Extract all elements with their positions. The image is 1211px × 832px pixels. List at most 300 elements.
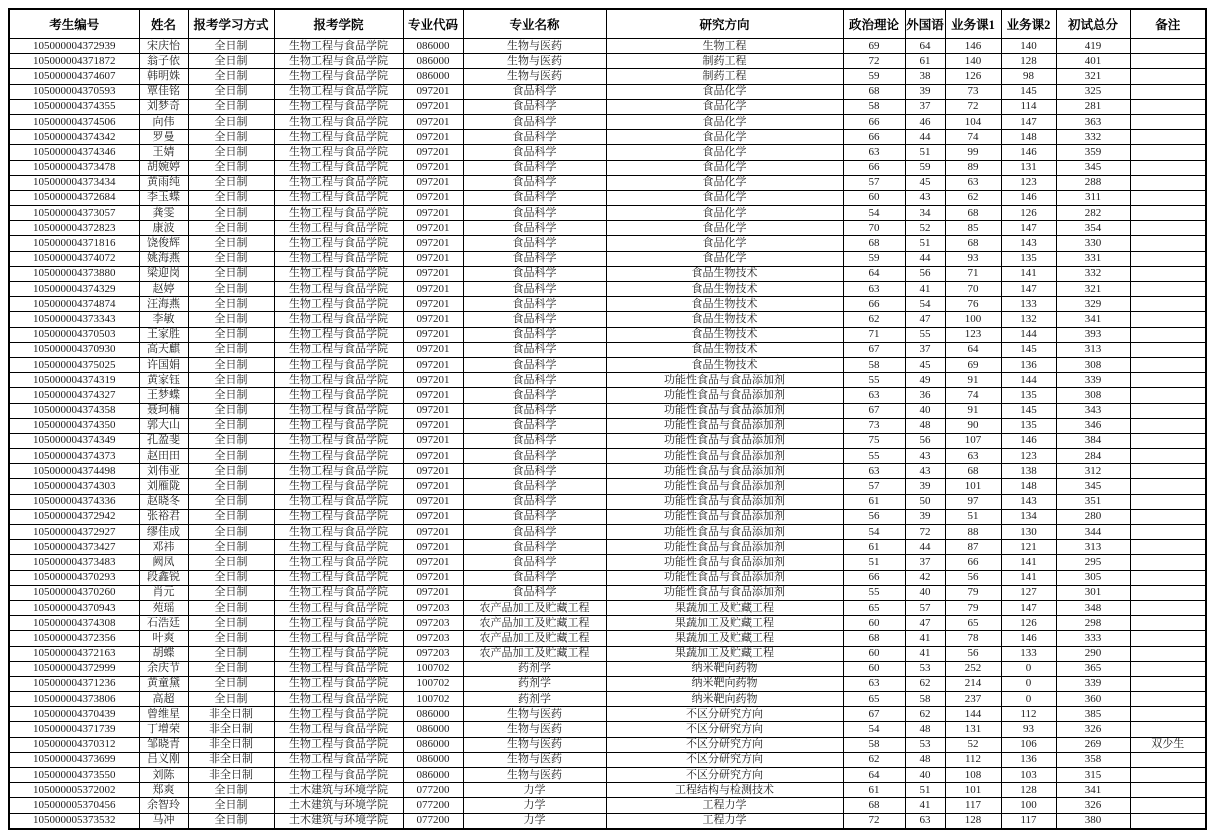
cell-course1: 79 (945, 600, 1001, 615)
cell-course2: 146 (1001, 190, 1056, 205)
cell-major-code: 086000 (403, 69, 463, 84)
cell-remark (1130, 39, 1206, 54)
cell-major-name: 食品科学 (463, 175, 606, 190)
cell-major-name: 食品科学 (463, 570, 606, 585)
cell-remark (1130, 282, 1206, 297)
cell-candidate-id: 105000004373343 (9, 312, 139, 327)
cell-course1: 107 (945, 433, 1001, 448)
cell-total: 295 (1056, 555, 1130, 570)
cell-course1: 131 (945, 722, 1001, 737)
cell-politics: 54 (843, 525, 905, 540)
cell-study-mode: 全日制 (188, 433, 274, 448)
cell-major-name: 食品科学 (463, 221, 606, 236)
cell-name: 汪海燕 (139, 297, 188, 312)
cell-major-code: 097201 (403, 464, 463, 479)
cell-major-name: 生物与医药 (463, 69, 606, 84)
cell-politics: 58 (843, 737, 905, 752)
cell-total: 305 (1056, 570, 1130, 585)
cell-major-name: 食品科学 (463, 297, 606, 312)
table-row (9, 312, 1206, 327)
cell-course1: 68 (945, 206, 1001, 221)
cell-major-code: 097201 (403, 525, 463, 540)
cell-total: 344 (1056, 525, 1130, 540)
cell-name: 梁迎岗 (139, 266, 188, 281)
cell-politics: 55 (843, 585, 905, 600)
cell-remark (1130, 768, 1206, 783)
cell-foreign-language: 59 (905, 160, 945, 175)
cell-course2: 0 (1001, 661, 1056, 676)
cell-research-direction: 纳米靶向药物 (606, 676, 843, 691)
cell-research-direction: 果蔬加工及贮藏工程 (606, 616, 843, 631)
cell-college: 生物工程与食品学院 (274, 616, 403, 631)
cell-candidate-id: 105000004374329 (9, 282, 139, 297)
cell-politics: 72 (843, 54, 905, 69)
cell-research-direction: 功能性食品与食品添加剂 (606, 540, 843, 555)
cell-study-mode: 全日制 (188, 266, 274, 281)
cell-politics: 66 (843, 130, 905, 145)
cell-remark (1130, 342, 1206, 357)
cell-course2: 148 (1001, 479, 1056, 494)
cell-major-name: 食品科学 (463, 525, 606, 540)
cell-remark (1130, 525, 1206, 540)
table-row (9, 449, 1206, 464)
cell-total: 401 (1056, 54, 1130, 69)
cell-name: 苑瑶 (139, 600, 188, 615)
cell-major-name: 农产品加工及贮藏工程 (463, 600, 606, 615)
cell-study-mode: 全日制 (188, 494, 274, 509)
cell-college: 生物工程与食品学院 (274, 600, 403, 615)
cell-major-code: 097201 (403, 145, 463, 160)
cell-research-direction: 功能性食品与食品添加剂 (606, 525, 843, 540)
cell-remark (1130, 616, 1206, 631)
cell-candidate-id: 105000005372002 (9, 783, 139, 798)
cell-study-mode: 全日制 (188, 418, 274, 433)
cell-course1: 108 (945, 768, 1001, 783)
table-header (9, 9, 1206, 39)
cell-study-mode: 非全日制 (188, 737, 274, 752)
cell-candidate-id: 105000004374506 (9, 114, 139, 129)
cell-foreign-language: 48 (905, 752, 945, 767)
cell-foreign-language: 45 (905, 357, 945, 372)
cell-college: 生物工程与食品学院 (274, 494, 403, 509)
cell-candidate-id: 105000004370943 (9, 600, 139, 615)
cell-candidate-id: 105000004373880 (9, 266, 139, 281)
cell-total: 312 (1056, 464, 1130, 479)
table-row (9, 357, 1206, 372)
cell-remark (1130, 631, 1206, 646)
cell-course2: 135 (1001, 418, 1056, 433)
table-row (9, 570, 1206, 585)
cell-major-code: 077200 (403, 783, 463, 798)
cell-major-code: 097201 (403, 327, 463, 342)
cell-name: 孔盈斐 (139, 433, 188, 448)
cell-research-direction: 食品生物技术 (606, 282, 843, 297)
cell-candidate-id: 105000004375025 (9, 357, 139, 372)
cell-remark (1130, 555, 1206, 570)
cell-major-code: 097201 (403, 221, 463, 236)
table-row (9, 418, 1206, 433)
cell-study-mode: 全日制 (188, 600, 274, 615)
cell-candidate-id: 105000004374349 (9, 433, 139, 448)
cell-research-direction: 食品化学 (606, 251, 843, 266)
cell-course2: 136 (1001, 752, 1056, 767)
cell-research-direction: 生物工程 (606, 39, 843, 54)
cell-course1: 214 (945, 676, 1001, 691)
table-row (9, 236, 1206, 251)
cell-candidate-id: 105000004371872 (9, 54, 139, 69)
column-header-name: 姓名 (139, 9, 188, 39)
cell-name: 胡婉婷 (139, 160, 188, 175)
cell-remark (1130, 130, 1206, 145)
cell-course1: 91 (945, 403, 1001, 418)
cell-name: 刘陈 (139, 768, 188, 783)
cell-college: 生物工程与食品学院 (274, 388, 403, 403)
cell-college: 生物工程与食品学院 (274, 646, 403, 661)
cell-politics: 72 (843, 813, 905, 829)
cell-politics: 57 (843, 479, 905, 494)
cell-research-direction: 功能性食品与食品添加剂 (606, 418, 843, 433)
cell-major-code: 097201 (403, 99, 463, 114)
cell-name: 赵田田 (139, 449, 188, 464)
cell-research-direction: 纳米靶向药物 (606, 692, 843, 707)
cell-remark (1130, 403, 1206, 418)
cell-major-name: 生物与医药 (463, 54, 606, 69)
cell-candidate-id: 105000004374874 (9, 297, 139, 312)
cell-course1: 144 (945, 707, 1001, 722)
cell-remark (1130, 251, 1206, 266)
cell-remark (1130, 464, 1206, 479)
cell-total: 343 (1056, 403, 1130, 418)
cell-course2: 148 (1001, 130, 1056, 145)
cell-name: 李敏 (139, 312, 188, 327)
cell-foreign-language: 53 (905, 661, 945, 676)
table-body (9, 39, 1206, 829)
table-row (9, 707, 1206, 722)
cell-study-mode: 全日制 (188, 646, 274, 661)
cell-total: 321 (1056, 282, 1130, 297)
cell-course2: 128 (1001, 54, 1056, 69)
cell-name: 叶爽 (139, 631, 188, 646)
cell-foreign-language: 44 (905, 130, 945, 145)
cell-candidate-id: 105000004372939 (9, 39, 139, 54)
cell-remark (1130, 433, 1206, 448)
cell-research-direction: 功能性食品与食品添加剂 (606, 449, 843, 464)
cell-remark (1130, 783, 1206, 798)
cell-politics: 64 (843, 266, 905, 281)
cell-course1: 56 (945, 570, 1001, 585)
cell-total: 339 (1056, 676, 1130, 691)
cell-total: 311 (1056, 190, 1130, 205)
cell-course1: 62 (945, 190, 1001, 205)
table-row (9, 175, 1206, 190)
cell-course1: 72 (945, 99, 1001, 114)
cell-total: 280 (1056, 509, 1130, 524)
cell-study-mode: 全日制 (188, 175, 274, 190)
cell-candidate-id: 105000004373434 (9, 175, 139, 190)
cell-name: 姚海燕 (139, 251, 188, 266)
table-row (9, 221, 1206, 236)
cell-course1: 52 (945, 737, 1001, 752)
column-header-course2: 业务课2 (1001, 9, 1056, 39)
cell-politics: 55 (843, 449, 905, 464)
table-row (9, 69, 1206, 84)
cell-research-direction: 功能性食品与食品添加剂 (606, 373, 843, 388)
cell-college: 生物工程与食品学院 (274, 114, 403, 129)
cell-college: 生物工程与食品学院 (274, 99, 403, 114)
cell-study-mode: 全日制 (188, 525, 274, 540)
cell-name: 聂珂楠 (139, 403, 188, 418)
cell-research-direction: 功能性食品与食品添加剂 (606, 388, 843, 403)
table-row (9, 752, 1206, 767)
cell-college: 土木建筑与环境学院 (274, 783, 403, 798)
cell-research-direction: 纳米靶向药物 (606, 661, 843, 676)
cell-course1: 63 (945, 449, 1001, 464)
cell-college: 生物工程与食品学院 (274, 525, 403, 540)
cell-college: 生物工程与食品学院 (274, 449, 403, 464)
cell-foreign-language: 40 (905, 768, 945, 783)
cell-total: 341 (1056, 312, 1130, 327)
column-header-major-code: 专业代码 (403, 9, 463, 39)
cell-foreign-language: 51 (905, 783, 945, 798)
cell-major-name: 生物与医药 (463, 39, 606, 54)
cell-course1: 89 (945, 160, 1001, 175)
table-row (9, 631, 1206, 646)
table-row (9, 403, 1206, 418)
cell-course1: 252 (945, 661, 1001, 676)
table-row (9, 646, 1206, 661)
table-row (9, 479, 1206, 494)
cell-candidate-id: 105000004374072 (9, 251, 139, 266)
cell-major-code: 086000 (403, 707, 463, 722)
cell-foreign-language: 58 (905, 692, 945, 707)
cell-remark: 双少生 (1130, 737, 1206, 752)
cell-remark (1130, 327, 1206, 342)
cell-course1: 112 (945, 752, 1001, 767)
cell-name: 翁子依 (139, 54, 188, 69)
cell-college: 生物工程与食品学院 (274, 479, 403, 494)
cell-research-direction: 食品化学 (606, 99, 843, 114)
cell-research-direction: 食品生物技术 (606, 327, 843, 342)
cell-total: 326 (1056, 722, 1130, 737)
cell-college: 生物工程与食品学院 (274, 555, 403, 570)
cell-study-mode: 全日制 (188, 449, 274, 464)
cell-study-mode: 全日制 (188, 145, 274, 160)
cell-name: 许国娟 (139, 357, 188, 372)
cell-study-mode: 全日制 (188, 783, 274, 798)
cell-foreign-language: 39 (905, 509, 945, 524)
cell-study-mode: 非全日制 (188, 722, 274, 737)
cell-research-direction: 不区分研究方向 (606, 722, 843, 737)
cell-remark (1130, 661, 1206, 676)
cell-study-mode: 全日制 (188, 388, 274, 403)
cell-total: 331 (1056, 251, 1130, 266)
cell-college: 生物工程与食品学院 (274, 312, 403, 327)
cell-course2: 0 (1001, 676, 1056, 691)
cell-course1: 90 (945, 418, 1001, 433)
cell-college: 生物工程与食品学院 (274, 221, 403, 236)
cell-candidate-id: 105000004370930 (9, 342, 139, 357)
cell-major-name: 食品科学 (463, 433, 606, 448)
cell-candidate-id: 105000004370593 (9, 84, 139, 99)
cell-foreign-language: 40 (905, 585, 945, 600)
cell-course1: 74 (945, 388, 1001, 403)
cell-major-code: 097203 (403, 600, 463, 615)
cell-course1: 123 (945, 327, 1001, 342)
cell-politics: 65 (843, 692, 905, 707)
cell-major-name: 农产品加工及贮藏工程 (463, 616, 606, 631)
cell-politics: 67 (843, 707, 905, 722)
cell-politics: 66 (843, 297, 905, 312)
table-row (9, 509, 1206, 524)
table-row (9, 768, 1206, 783)
cell-name: 黄雨纯 (139, 175, 188, 190)
cell-candidate-id: 105000005370456 (9, 798, 139, 813)
cell-course1: 64 (945, 342, 1001, 357)
cell-major-name: 食品科学 (463, 99, 606, 114)
cell-study-mode: 全日制 (188, 84, 274, 99)
cell-politics: 62 (843, 312, 905, 327)
cell-course2: 144 (1001, 327, 1056, 342)
cell-total: 308 (1056, 357, 1130, 372)
cell-course1: 71 (945, 266, 1001, 281)
cell-remark (1130, 145, 1206, 160)
cell-study-mode: 全日制 (188, 570, 274, 585)
cell-research-direction: 功能性食品与食品添加剂 (606, 433, 843, 448)
cell-major-name: 生物与医药 (463, 768, 606, 783)
cell-study-mode: 全日制 (188, 585, 274, 600)
cell-total: 354 (1056, 221, 1130, 236)
cell-course1: 68 (945, 464, 1001, 479)
cell-politics: 63 (843, 676, 905, 691)
cell-candidate-id: 105000004373550 (9, 768, 139, 783)
cell-course2: 133 (1001, 646, 1056, 661)
cell-name: 段鑫锐 (139, 570, 188, 585)
cell-candidate-id: 105000004372356 (9, 631, 139, 646)
cell-name: 郭大山 (139, 418, 188, 433)
cell-major-name: 农产品加工及贮藏工程 (463, 631, 606, 646)
cell-college: 生物工程与食品学院 (274, 175, 403, 190)
cell-course2: 106 (1001, 737, 1056, 752)
cell-remark (1130, 175, 1206, 190)
cell-candidate-id: 105000004372927 (9, 525, 139, 540)
cell-research-direction: 食品化学 (606, 114, 843, 129)
cell-remark (1130, 84, 1206, 99)
cell-research-direction: 食品化学 (606, 221, 843, 236)
cell-name: 黄家钰 (139, 373, 188, 388)
cell-college: 生物工程与食品学院 (274, 145, 403, 160)
cell-total: 269 (1056, 737, 1130, 752)
cell-college: 生物工程与食品学院 (274, 190, 403, 205)
table-row (9, 297, 1206, 312)
cell-major-name: 力学 (463, 798, 606, 813)
cell-name: 缪佳成 (139, 525, 188, 540)
cell-study-mode: 全日制 (188, 297, 274, 312)
cell-total: 363 (1056, 114, 1130, 129)
exam-score-sheet (0, 8, 1211, 832)
cell-politics: 68 (843, 798, 905, 813)
cell-name: 邹晓青 (139, 737, 188, 752)
cell-foreign-language: 50 (905, 494, 945, 509)
cell-total: 288 (1056, 175, 1130, 190)
column-header-total: 初试总分 (1056, 9, 1130, 39)
cell-study-mode: 非全日制 (188, 707, 274, 722)
cell-major-name: 药剂学 (463, 692, 606, 707)
cell-total: 365 (1056, 661, 1130, 676)
cell-research-direction: 制药工程 (606, 54, 843, 69)
cell-candidate-id: 105000004371236 (9, 676, 139, 691)
cell-major-code: 097201 (403, 449, 463, 464)
cell-course2: 146 (1001, 433, 1056, 448)
cell-research-direction: 工程结构与检测技术 (606, 783, 843, 798)
cell-course1: 140 (945, 54, 1001, 69)
cell-remark (1130, 190, 1206, 205)
cell-name: 饶俊辉 (139, 236, 188, 251)
table-row (9, 661, 1206, 676)
cell-course2: 141 (1001, 555, 1056, 570)
cell-foreign-language: 63 (905, 813, 945, 829)
cell-major-name: 食品科学 (463, 130, 606, 145)
cell-major-code: 097203 (403, 616, 463, 631)
cell-major-code: 097201 (403, 418, 463, 433)
cell-college: 生物工程与食品学院 (274, 236, 403, 251)
cell-foreign-language: 41 (905, 282, 945, 297)
cell-major-code: 097203 (403, 646, 463, 661)
cell-study-mode: 全日制 (188, 692, 274, 707)
cell-study-mode: 全日制 (188, 676, 274, 691)
cell-research-direction: 功能性食品与食品添加剂 (606, 464, 843, 479)
cell-remark (1130, 357, 1206, 372)
cell-research-direction: 果蔬加工及贮藏工程 (606, 600, 843, 615)
cell-research-direction: 食品化学 (606, 236, 843, 251)
cell-course2: 143 (1001, 494, 1056, 509)
cell-college: 生物工程与食品学院 (274, 464, 403, 479)
cell-research-direction: 食品化学 (606, 190, 843, 205)
cell-candidate-id: 105000004372942 (9, 509, 139, 524)
cell-major-name: 食品科学 (463, 145, 606, 160)
cell-research-direction: 不区分研究方向 (606, 752, 843, 767)
cell-politics: 63 (843, 282, 905, 297)
cell-politics: 63 (843, 464, 905, 479)
column-header-major-name: 专业名称 (463, 9, 606, 39)
cell-major-name: 生物与医药 (463, 722, 606, 737)
cell-course1: 68 (945, 236, 1001, 251)
cell-course1: 100 (945, 312, 1001, 327)
cell-foreign-language: 41 (905, 646, 945, 661)
cell-course1: 51 (945, 509, 1001, 524)
cell-major-code: 097201 (403, 373, 463, 388)
cell-name: 赵晓冬 (139, 494, 188, 509)
cell-research-direction: 功能性食品与食品添加剂 (606, 555, 843, 570)
cell-politics: 67 (843, 342, 905, 357)
cell-politics: 60 (843, 616, 905, 631)
table-row (9, 388, 1206, 403)
cell-course1: 65 (945, 616, 1001, 631)
cell-candidate-id: 105000004372823 (9, 221, 139, 236)
cell-candidate-id: 105000004372684 (9, 190, 139, 205)
cell-research-direction: 食品化学 (606, 175, 843, 190)
cell-remark (1130, 692, 1206, 707)
cell-college: 生物工程与食品学院 (274, 418, 403, 433)
table-row (9, 39, 1206, 54)
cell-total: 384 (1056, 433, 1130, 448)
table-row (9, 464, 1206, 479)
cell-study-mode: 全日制 (188, 54, 274, 69)
cell-candidate-id: 105000004373427 (9, 540, 139, 555)
cell-remark (1130, 206, 1206, 221)
cell-total: 351 (1056, 494, 1130, 509)
cell-study-mode: 全日制 (188, 616, 274, 631)
cell-major-code: 097201 (403, 236, 463, 251)
